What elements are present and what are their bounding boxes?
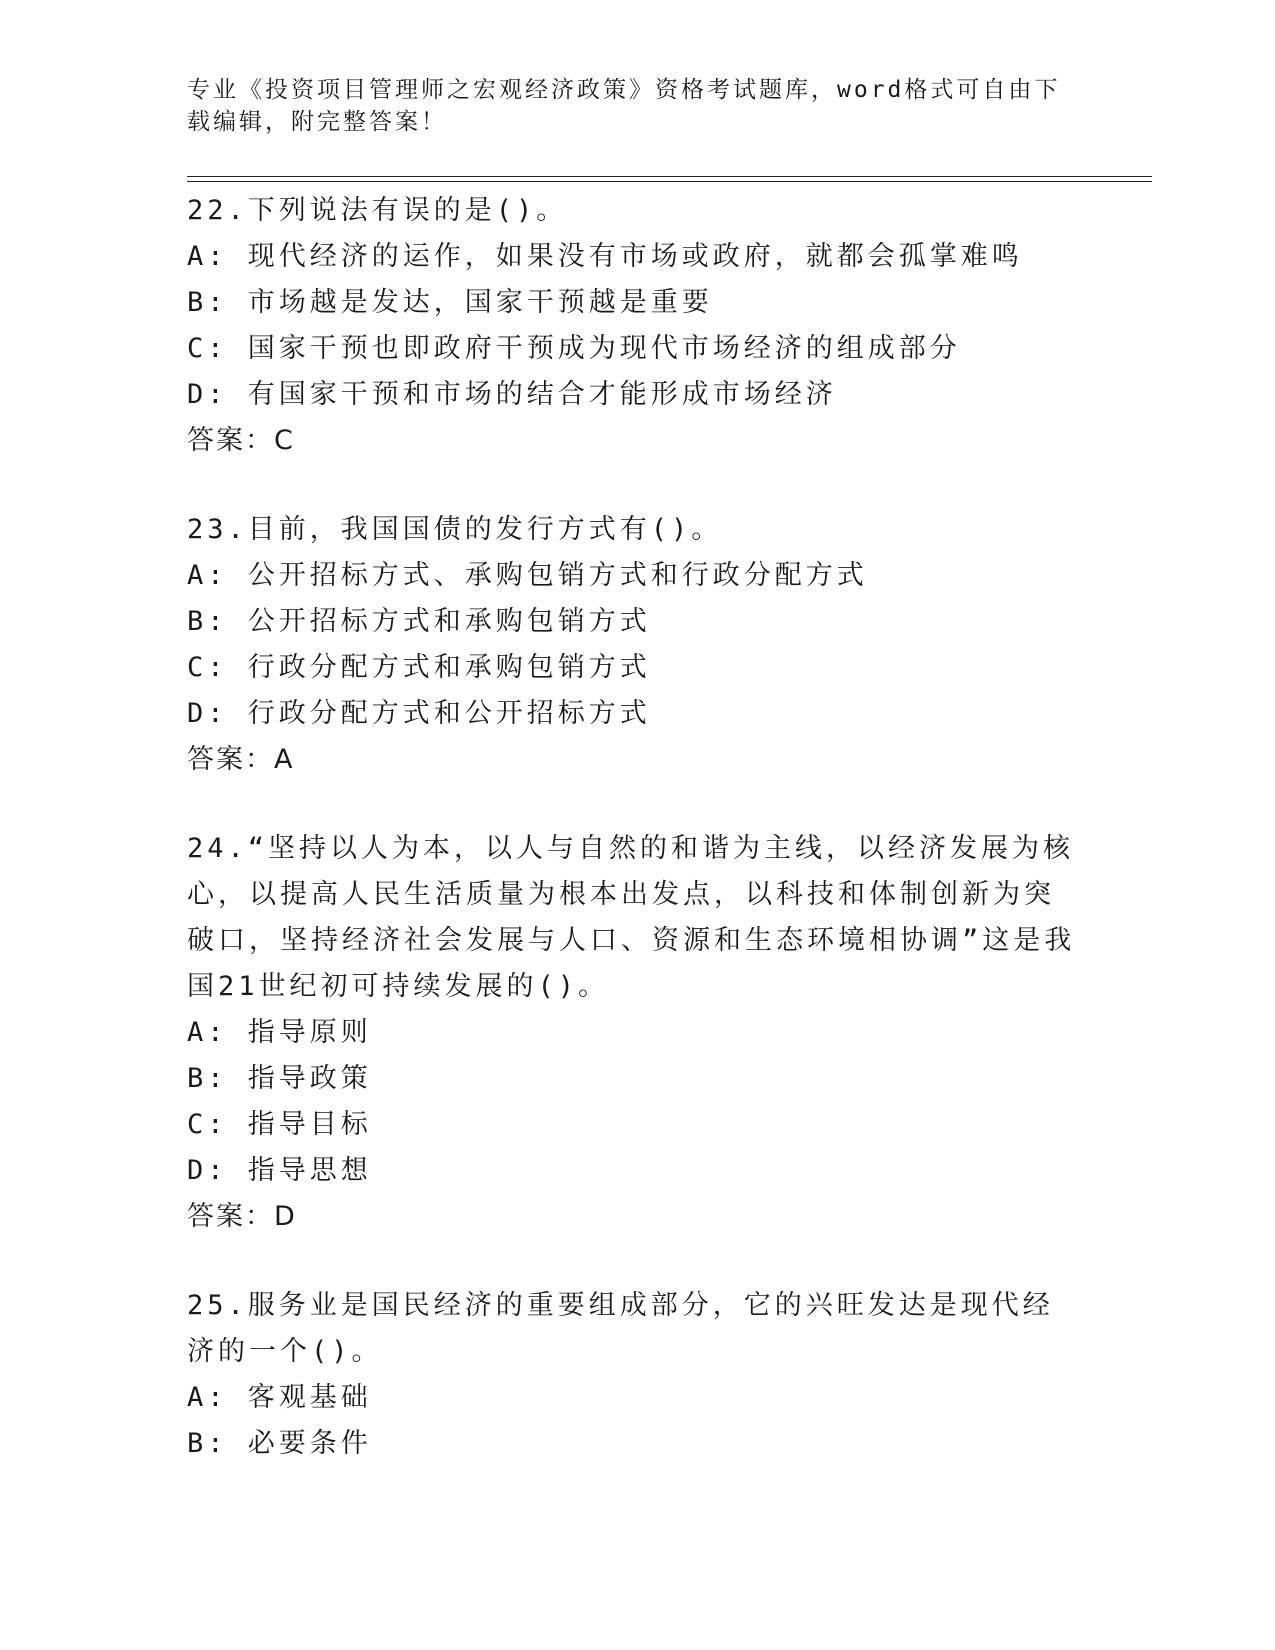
option-d: D: 行政分配方式和公开招标方式	[187, 698, 651, 729]
option-b: B: 市场越是发达，国家干预越是重要	[187, 287, 713, 318]
option-d: D: 有国家干预和市场的结合才能形成市场经济	[187, 379, 837, 410]
option-c: C: 国家干预也即政府干预成为现代市场经济的组成部分	[187, 333, 961, 364]
option-a: A: 现代经济的运作，如果没有市场或政府，就都会孤掌难鸣	[187, 241, 1023, 272]
answer-line: 答案：D	[187, 1201, 297, 1232]
question-stem: 23.目前，我国国债的发行方式有()。	[187, 514, 723, 545]
answer-line: 答案：A	[187, 744, 295, 775]
option-a: A: 客观基础	[187, 1382, 372, 1413]
option-c: C: 指导目标	[187, 1109, 372, 1140]
question-stem: 25.服务业是国民经济的重要组成部分，它的兴旺发达是现代经济的一个()。	[187, 1290, 1054, 1367]
header-divider-bottom	[187, 181, 1152, 182]
question-24	[187, 826, 1087, 1240]
question-22	[187, 188, 1087, 464]
option-c: C: 行政分配方式和承购包销方式	[187, 652, 651, 683]
question-stem: 22.下列说法有误的是()。	[187, 195, 568, 226]
option-a: A: 公开招标方式、承购包销方式和行政分配方式	[187, 560, 868, 591]
question-25	[187, 1283, 1087, 1467]
question-stem: 24.“坚持以人为本，以人与自然的和谐为主线，以经济发展为核心，以提高人民生活质量为根本出发点，以科技和体制创新为突破口，坚持经济社会发展与人口、资源和生态环境相协调”这是我国21世纪初可持续发展的()。	[187, 833, 1076, 1002]
question-list	[187, 188, 1087, 1510]
document-header: 专业《投资项目管理师之宏观经济政策》资格考试题库，word格式可自由下载编辑，附完整答案！	[187, 77, 1061, 135]
option-b: B: 指导政策	[187, 1063, 372, 1094]
option-a: A: 指导原则	[187, 1017, 372, 1048]
question-23	[187, 507, 1087, 783]
option-d: D: 指导思想	[187, 1155, 372, 1186]
option-b: B: 公开招标方式和承购包销方式	[187, 606, 651, 637]
answer-line: 答案：C	[187, 425, 295, 456]
header-divider-top	[187, 176, 1152, 177]
option-b: B: 必要条件	[187, 1428, 372, 1459]
